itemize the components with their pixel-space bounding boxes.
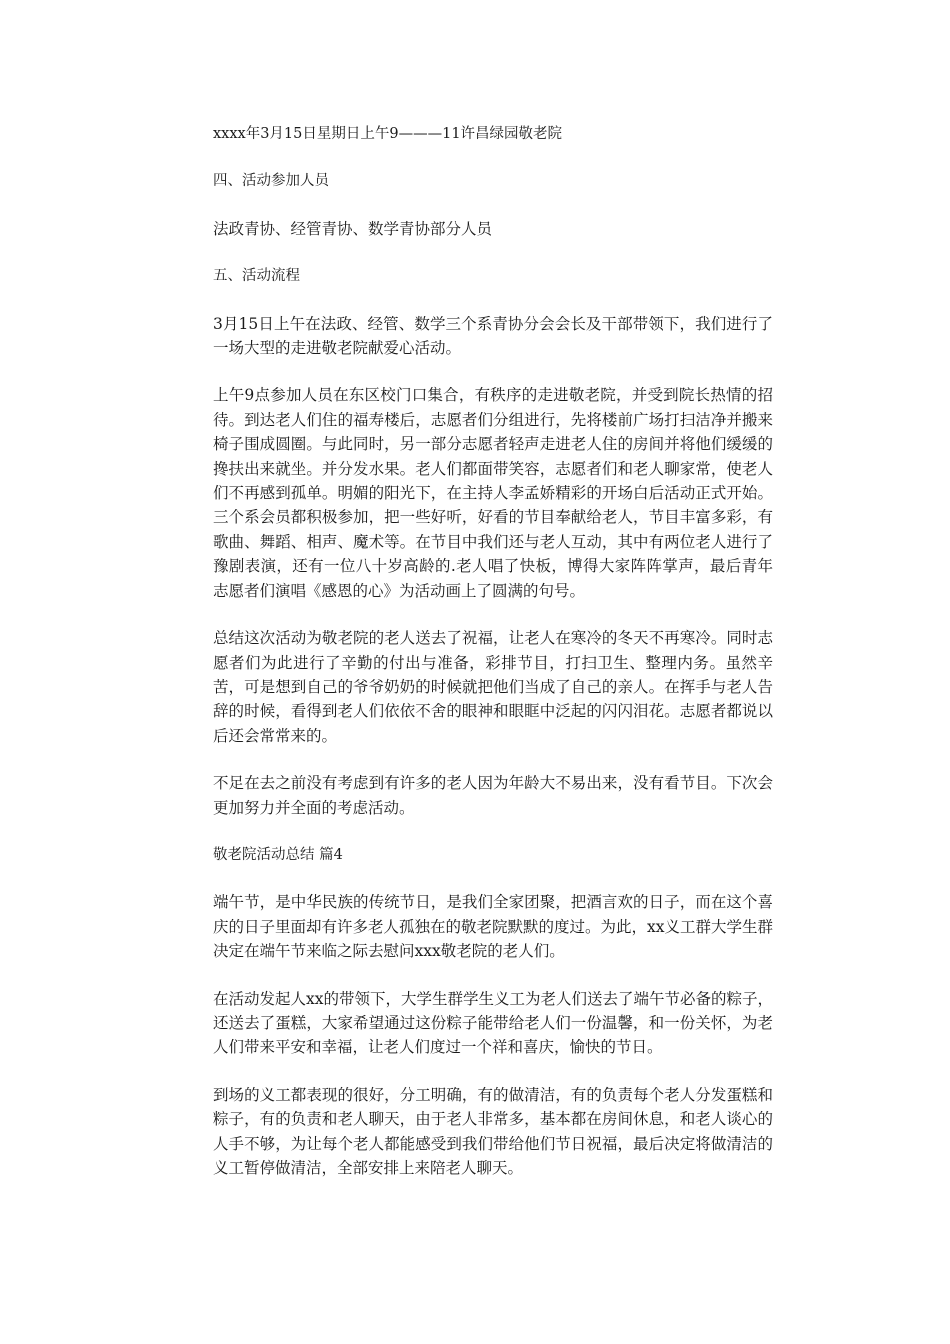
paragraph-participants: 法政青协、经管青协、数学青协部分人员 (213, 219, 493, 238)
paragraph-process-detail: 上午9点参加人员在东区校门口集合，有秩序的走进敬老院，并受到院长热情的招待。到达老人们住的福寿楼后，志愿者们分组进行，先将楼前广场打扫洁净并搬来椅子围成圆圈。与此同时，另一部分志愿者轻声走进老人住的房间并将他们缓缓的搀扶出来就坐。并分发水果。老人们都面带笑容，志愿者们和老人聊家常，使老人们不再感到孤单。明媚的阳光下，在主持人李孟娇精彩的开场白后活动正式开始。三个系会员都积极参加，把一些好听，好看的节目奉献给老人，节目丰富多彩，有歌曲、舞蹈、相声、魔术等。在节目中我们还与老人互动，其中有两位老人进行了豫剧表演，还有一位八十岁高龄的.老人唱了快板，博得大家阵阵掌声，最后青年志愿者们演唱《感恩的心》为活动画上了圆满的句号。 (213, 386, 773, 600)
paragraph-dragon-boat-gifts: 在活动发起人xx的带领下，大学生群学生义工为老人们送去了端午节必备的粽子，还送去了蛋糕，大家希望通过这份粽子能带给老人们一份温馨，和一份关怀，为老人们带来平安和幸福，让老人们度过一个祥和喜庆，愉快的节日。 (213, 989, 773, 1057)
heading-process: 五、活动流程 (213, 268, 300, 285)
paragraph-summary: 总结这次活动为敬老院的老人送去了祝福，让老人在寒冷的冬天不再寒冷。同时志愿者们为此进行了辛勤的付出与准备，彩排节目，打扫卫生、整理内务。虽然辛苦，可是想到自己的爷爷奶奶的时候就把他们当成了自己的亲人。在挥手与老人告辞的时候，看得到老人们依依不舍的眼神和眼眶中泛起的闪闪泪花。志愿者都说以后还会常常来的。 (213, 629, 773, 745)
document-body (213, 122, 773, 1203)
paragraph-event-date: xxxx年3月15日星期日上午9———11许昌绿园敬老院 (213, 126, 563, 142)
paragraph-volunteers: 到场的义工都表现的很好，分工明确，有的做清洁，有的负责每个老人分发蛋糕和粽子，有的负责和老人聊天，由于老人非常多，基本都在房间休息，和老人谈心的人手不够，为让每个老人都能感受到我们带给他们节日祝福，最后决定将做清洁的义工暂停做清洁，全部安排上来陪老人聊天。 (213, 1085, 773, 1177)
paragraph-dragon-boat-intro: 端午节，是中华民族的传统节日，是我们全家团聚，把酒言欢的日子，而在这个喜庆的日子里面却有许多老人孤独在的敬老院默默的度过。为此，xx义工群大学生群决定在端午节来临之际去慰问xxx敬老院的老人们。 (213, 893, 773, 961)
paragraph-shortcomings: 不足在去之前没有考虑到有许多的老人因为年龄大不易出来，没有看节目。下次会更加努力并全面的考虑活动。 (213, 774, 773, 817)
heading-participants: 四、活动参加人员 (213, 173, 329, 190)
section-title-part4: 敬老院活动总结 篇4 (213, 846, 343, 863)
paragraph-process-intro: 3月15日上午在法政、经管、数学三个系青协分会会长及干部带领下，我们进行了一场大型的走进敬老院献爱心活动。 (213, 314, 773, 358)
